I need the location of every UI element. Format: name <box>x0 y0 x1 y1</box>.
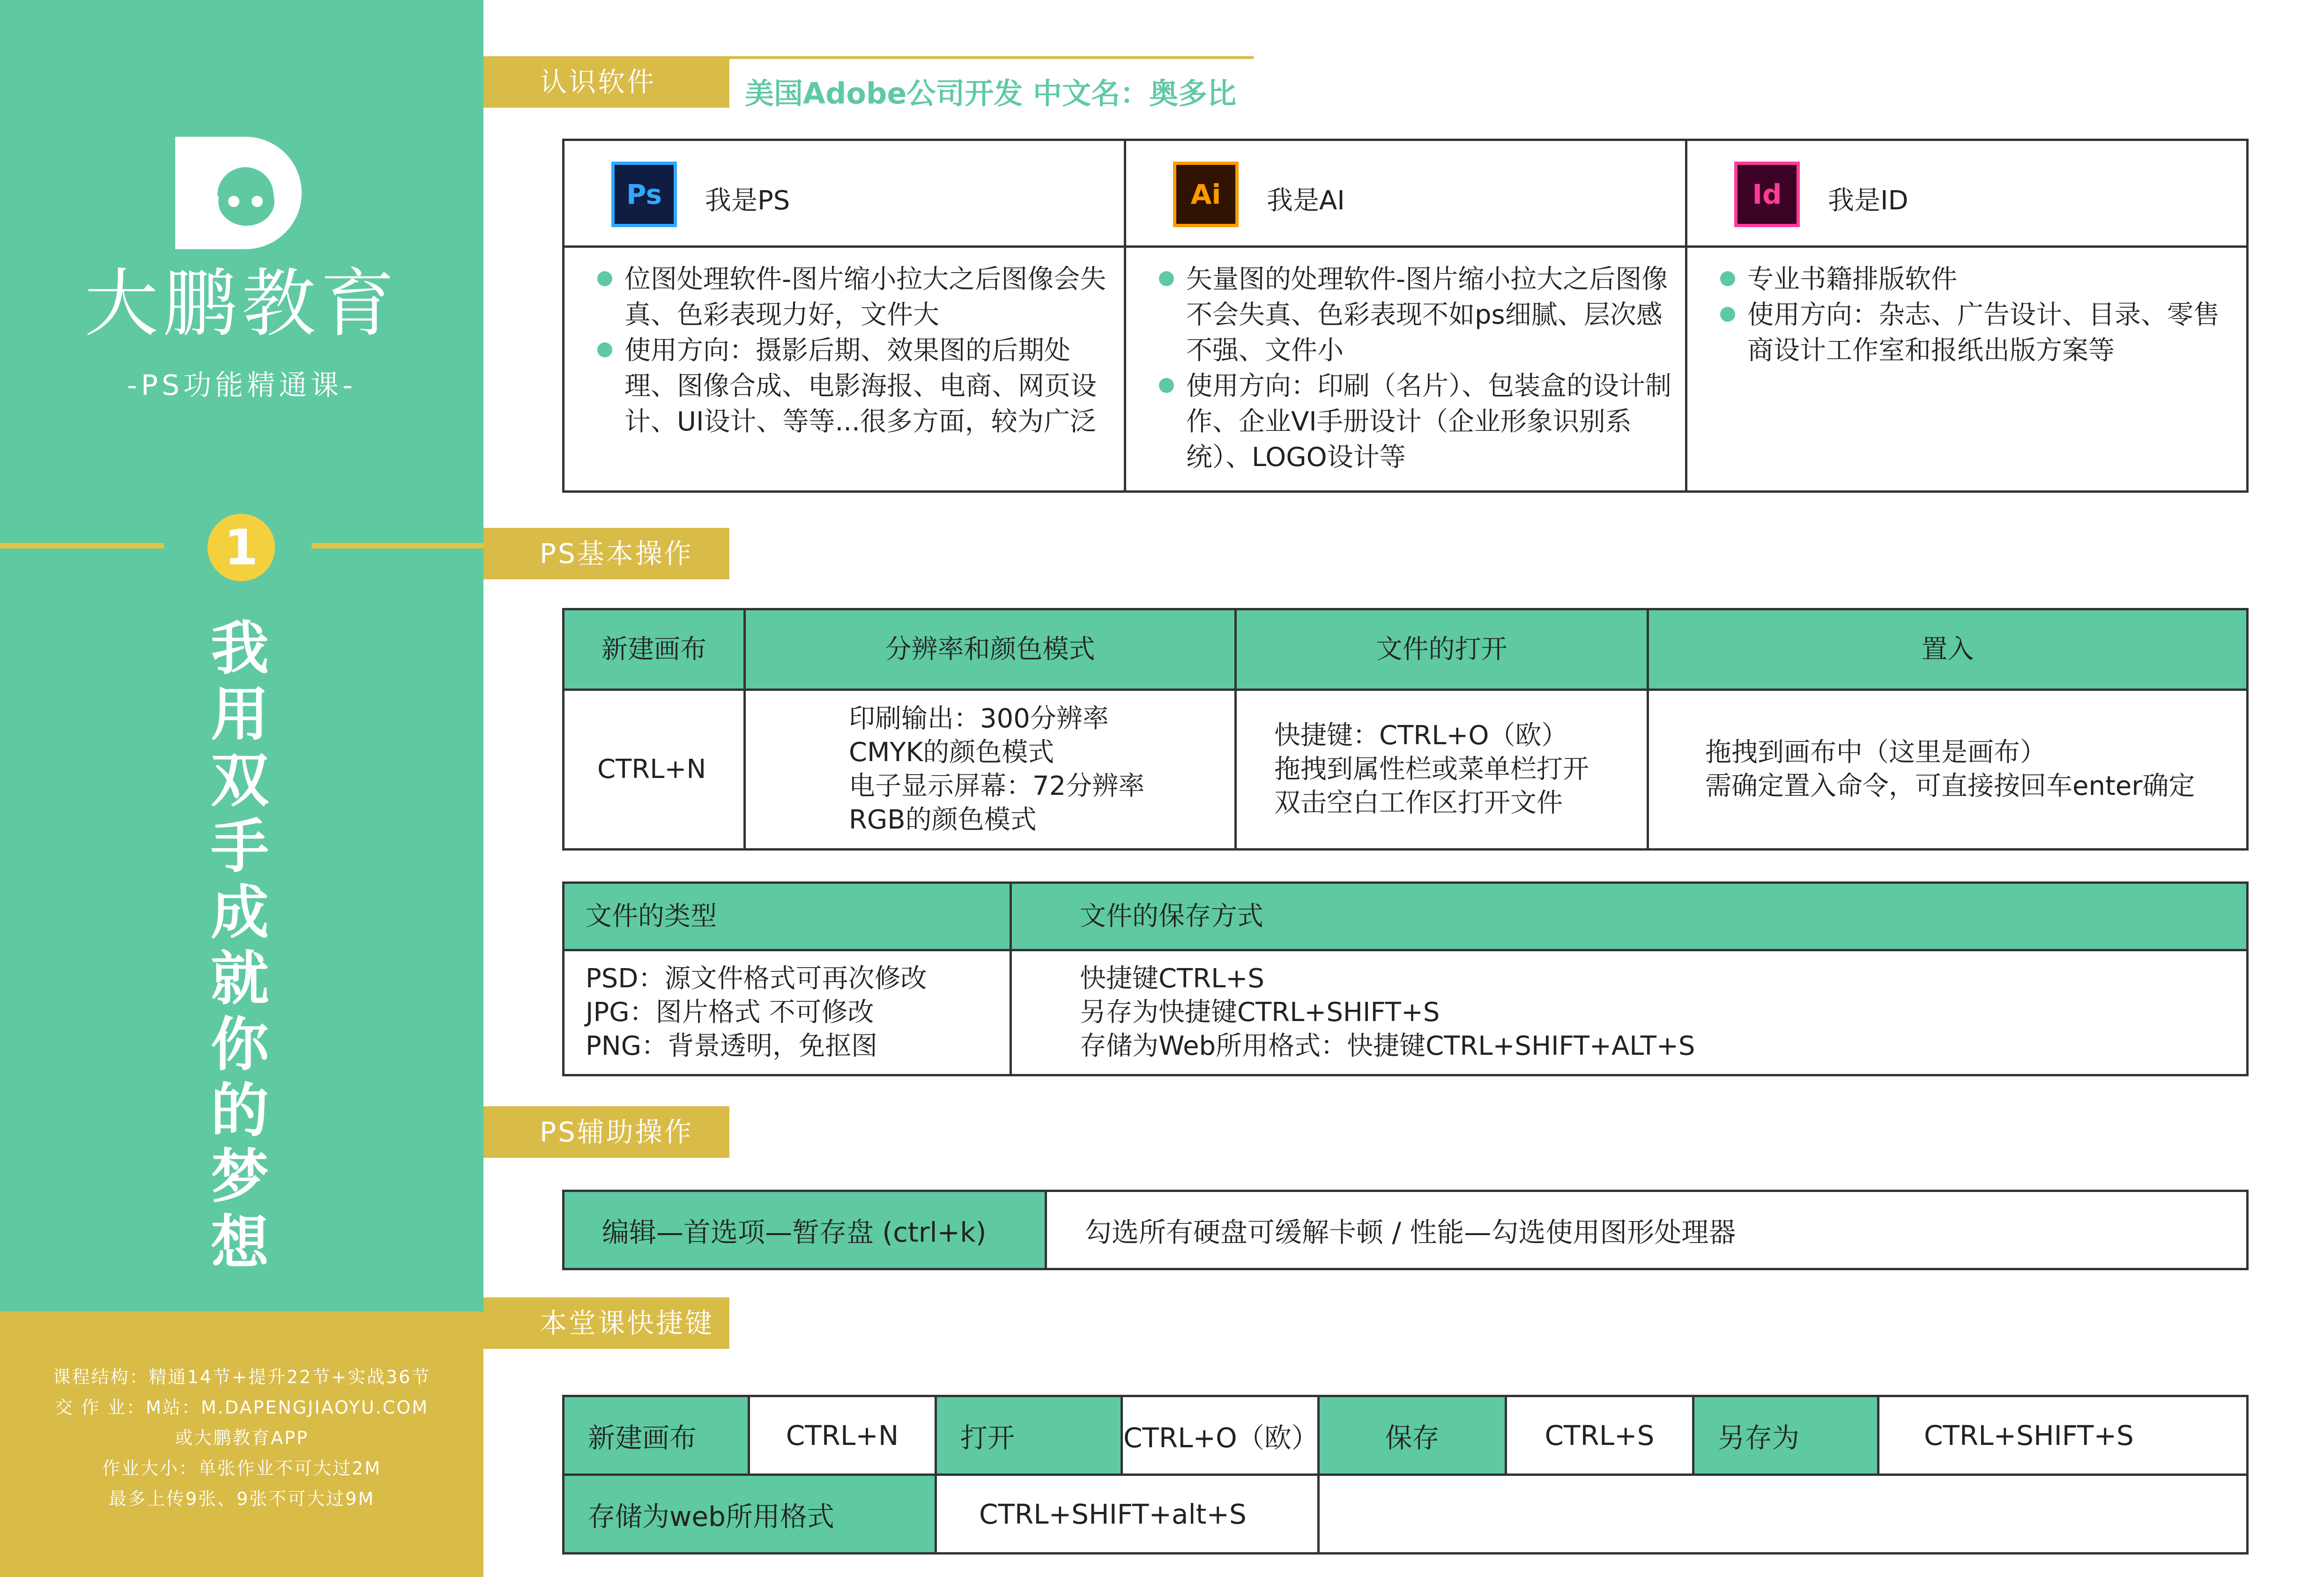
software-desc-ai <box>1125 247 1686 492</box>
open-line: 拖拽到属性栏或菜单栏打开 <box>1274 754 1589 785</box>
bullet-item: 矢量图的处理软件-图片缩小拉大之后图像不会失真、色彩表现不如ps细腻、层次感不强、文件小 <box>1159 262 1676 369</box>
place-line: 拖拽到画布中（这里是画布） <box>1705 737 2046 768</box>
empty-cell <box>1319 1475 2248 1554</box>
shortcuts-table <box>562 1395 2249 1555</box>
indesign-icon: Id <box>1734 162 1800 227</box>
header-resolution: 分辨率和颜色模式 <box>745 609 1236 690</box>
file-type-jpg: JPG：图片格式 不可修改 <box>586 997 874 1028</box>
resolution-info <box>745 690 1236 850</box>
bullet-item: 位图处理软件-图片缩小拉大之后图像会失真、色彩表现力好，文件大 <box>597 262 1114 333</box>
lesson-number-badge: 1 <box>208 514 275 581</box>
brand-name: 大鹏教育 <box>84 261 399 347</box>
shortcut-name: 保存 <box>1319 1396 1506 1475</box>
shortcut-key: CTRL+O（欧） <box>1122 1396 1319 1475</box>
resolution-line: CMYK的颜色模式 <box>849 737 1054 768</box>
save-methods-list <box>1011 950 2248 1075</box>
bullet-item: 使用方向：摄影后期、效果图的后期处理、图像合成、电影海报、电商、网页设计、UI设计、等等...很多方面，较为广泛 <box>597 333 1114 440</box>
software-desc-ps <box>564 247 1125 492</box>
homework-upload-limit: 最多上传9张、9张不可大过9M <box>108 1488 375 1509</box>
file-type-png: PNG：背景透明，免抠图 <box>586 1031 878 1061</box>
section-tag-know-software: 认识软件 <box>483 56 729 108</box>
software-label: 我是PS <box>705 185 790 216</box>
divider-right <box>312 543 484 548</box>
slogan: 我用双手成就你的梦想 <box>210 615 269 1277</box>
file-type-psd: PSD：源文件格式可再次修改 <box>586 963 927 994</box>
resolution-line: RGB的颜色模式 <box>849 805 1037 835</box>
section-tag-basic-ops: PS基本操作 <box>483 528 729 579</box>
homework-site: 交 作 业：M站：M.DAPENGJIAOYU.COM <box>54 1397 429 1418</box>
shortcut-key: CTRL+SHIFT+alt+S <box>936 1475 1319 1554</box>
header-place: 置入 <box>1648 609 2248 690</box>
aux-menu-path: 编辑—首选项—暂存盘 (ctrl+k) <box>564 1191 1046 1269</box>
illustrator-icon: Ai <box>1173 162 1239 227</box>
resolution-line: 印刷输出：300分辨率 <box>849 703 1109 734</box>
new-canvas-shortcut: CTRL+N <box>564 690 745 850</box>
place-info <box>1648 690 2248 850</box>
software-desc-id <box>1686 247 2248 492</box>
shortcut-key: CTRL+S <box>1506 1396 1693 1475</box>
open-line: 双击空白工作区打开文件 <box>1274 788 1563 818</box>
software-label: 我是ID <box>1828 185 1908 216</box>
section-underline <box>729 56 1254 59</box>
course-structure: 课程结构：精通14节+提升22节+实战36节 <box>52 1367 431 1387</box>
header-file-types: 文件的类型 <box>564 883 1011 950</box>
divider-left <box>0 543 164 548</box>
bullet-item: 使用方向：杂志、广告设计、目录、零售商设计工作室和报纸出版方案等 <box>1720 297 2237 369</box>
save-method: 存储为Web所用格式：快捷键CTRL+SHIFT+ALT+S <box>1080 1031 1695 1061</box>
software-header-id <box>1686 140 2248 247</box>
file-types-list <box>564 950 1011 1075</box>
photoshop-icon: Ps <box>611 162 677 227</box>
bullet-item: 使用方向：印刷（名片）、包装盒的设计制作、企业VI手册设计（企业形象识别系统）、LOGO设计等 <box>1159 369 1676 475</box>
header-save-methods: 文件的保存方式 <box>1011 883 2248 950</box>
software-header-ai <box>1125 140 1686 247</box>
save-method: 快捷键CTRL+S <box>1080 963 1264 994</box>
course-name: -PS功能精通课- <box>127 369 356 402</box>
adobe-intro: 美国Adobe公司开发 中文名：奥多比 <box>745 76 1236 111</box>
header-new-canvas: 新建画布 <box>564 609 745 690</box>
open-line: 快捷键：CTRL+O（欧） <box>1274 720 1568 751</box>
homework-size: 作业大小：单张作业不可大过2M <box>102 1458 381 1479</box>
basic-ops-table <box>562 608 2249 851</box>
section-tag-aux-ops: PS辅助操作 <box>483 1106 729 1158</box>
shortcut-name: 打开 <box>936 1396 1122 1475</box>
file-types-table <box>562 881 2249 1076</box>
dapeng-logo-icon <box>175 137 306 249</box>
save-method: 另存为快捷键CTRL+SHIFT+S <box>1080 997 1440 1028</box>
aux-description: 勾选所有硬盘可缓解卡顿 / 性能—勾选使用图形处理器 <box>1046 1191 2248 1269</box>
shortcut-key: CTRL+SHIFT+S <box>1879 1396 2248 1475</box>
shortcut-key: CTRL+N <box>749 1396 936 1475</box>
resolution-line: 电子显示屏幕：72分辨率 <box>849 771 1145 801</box>
shortcut-name: 新建画布 <box>564 1396 749 1475</box>
place-line: 需确定置入命令，可直接按回车enter确定 <box>1705 771 2195 801</box>
bullet-item: 专业书籍排版软件 <box>1720 262 2237 297</box>
software-header-ps <box>564 140 1125 247</box>
software-table <box>562 139 2249 493</box>
section-tag-shortcuts: 本堂课快捷键 <box>483 1297 729 1349</box>
open-file-info <box>1236 690 1648 850</box>
shortcut-name: 存储为web所用格式 <box>564 1475 936 1554</box>
header-open-file: 文件的打开 <box>1236 609 1648 690</box>
shortcut-name: 另存为 <box>1693 1396 1879 1475</box>
software-label: 我是AI <box>1267 185 1345 216</box>
homework-app: 或大鹏教育APP <box>175 1428 309 1448</box>
aux-ops-table <box>562 1190 2249 1270</box>
